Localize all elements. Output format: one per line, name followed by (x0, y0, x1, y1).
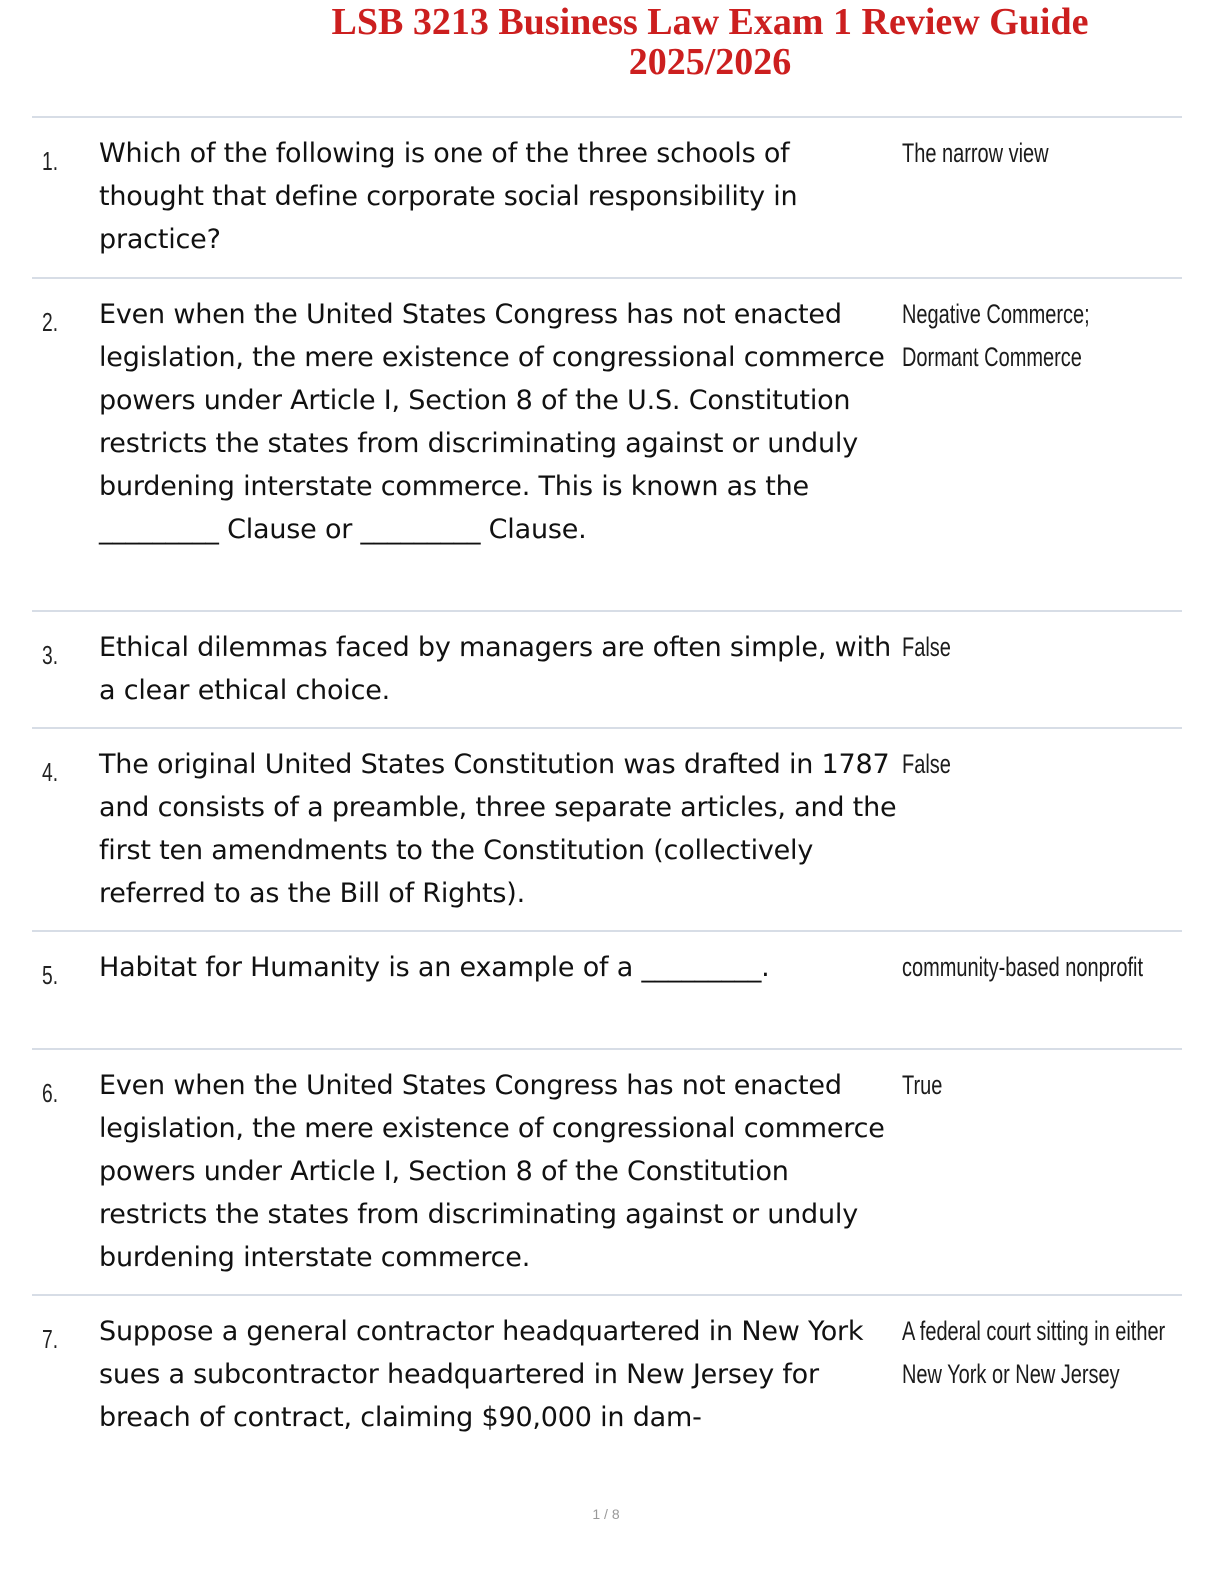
answer-text: True (902, 1070, 943, 1100)
page-title (250, 2, 1170, 82)
question-number: 7. (42, 1324, 59, 1354)
question-number: 6. (42, 1078, 59, 1108)
qa-row-2 (32, 277, 1182, 610)
question-text: Even when the United States Congress has not enacted legislation, the mere existence of congressional commerce powers under Article I, Section 8 of the Constitution restricts the states from discriminating against or unduly burdening interstate commerce. (99, 1070, 885, 1273)
question-text: Habitat for Humanity is an example of a _________. (99, 952, 770, 983)
qa-row-6 (32, 1048, 1182, 1294)
question-answer-list (32, 116, 1182, 1454)
title-line-1: LSB 3213 Business Law Exam 1 Review Guide (331, 1, 1089, 43)
question-number: 2. (42, 307, 59, 337)
answer-text: Negative Commerce; Dormant Commerce (902, 299, 1090, 372)
answer-text: False (902, 632, 951, 662)
question-text: Suppose a general contractor headquartered in New York sues a subcontractor headquartered in New Jersey for breach of contract, claiming $90,000 in dam- (99, 1316, 864, 1433)
question-number: 3. (42, 640, 59, 670)
qa-row-1 (32, 116, 1182, 277)
answer-text: A federal court sitting in either New York or New Jersey (902, 1316, 1166, 1389)
qa-row-7 (32, 1294, 1182, 1454)
question-number: 5. (42, 960, 59, 990)
qa-row-5 (32, 930, 1182, 1048)
question-number: 4. (42, 757, 59, 787)
answer-text: community-based nonprofit (902, 952, 1143, 982)
question-text: Even when the United States Congress has not enacted legislation, the mere existence of congressional commerce powers under Article I, Section 8 of the U.S. Constitution restricts the states from discriminating against or unduly burdening interstate commerce. This is known as the _________ Clause or _________ Clause. (99, 299, 885, 545)
question-number: 1. (42, 146, 59, 176)
qa-row-4 (32, 727, 1182, 930)
question-text: The original United States Constitution was drafted in 1787 and consists of a preamble, three separate articles, and the first ten amendments to the Constitution (collectively referred to as the Bill of Rights). (99, 749, 897, 909)
qa-row-3 (32, 610, 1182, 727)
page-indicator: 1 / 8 (592, 1506, 620, 1522)
title-line-2: 2025/2026 (628, 41, 792, 83)
question-text: Which of the following is one of the three schools of thought that define corporate social responsibility in practice? (99, 138, 798, 255)
answer-text: The narrow view (902, 138, 1049, 168)
question-text: Ethical dilemmas faced by managers are often simple, with a clear ethical choice. (99, 632, 892, 706)
answer-text: False (902, 749, 951, 779)
